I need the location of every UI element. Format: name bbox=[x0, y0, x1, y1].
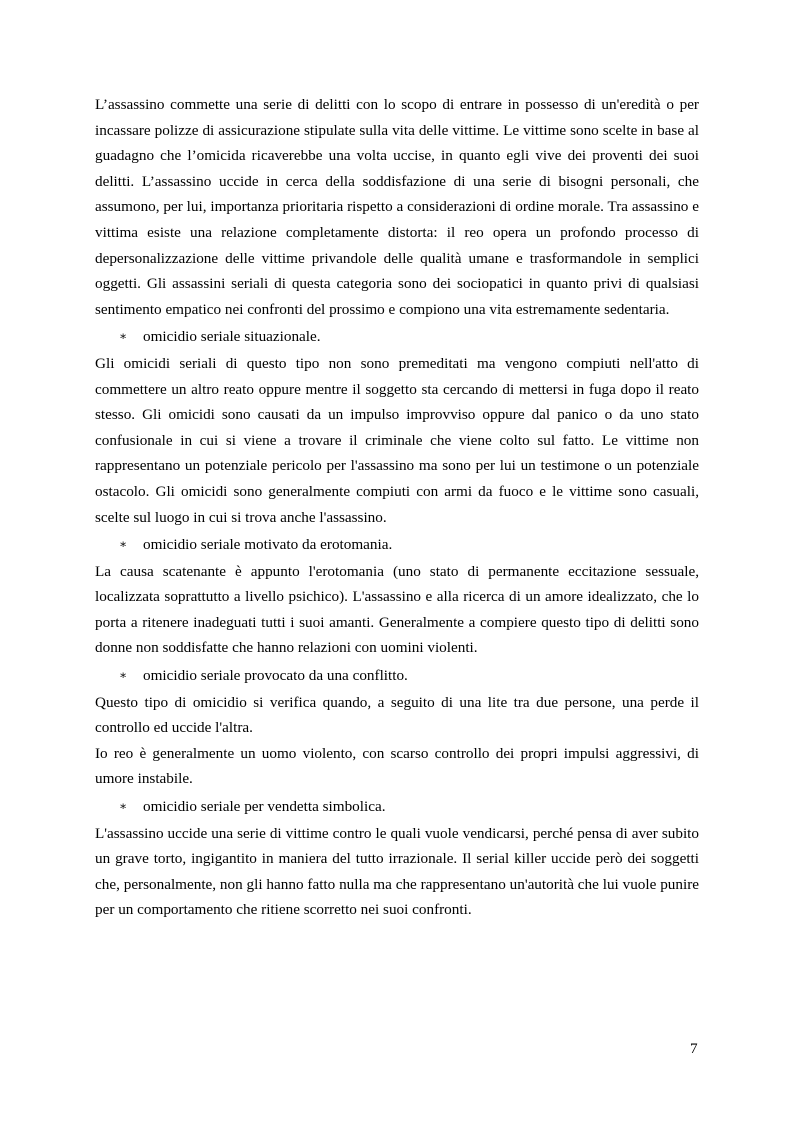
bullet-text: omicidio seriale per vendetta simbolica. bbox=[143, 798, 386, 816]
bullet-item bbox=[95, 794, 699, 820]
asterisk-bullet-icon: ∗ bbox=[119, 537, 128, 552]
bullet-item bbox=[95, 663, 699, 689]
paragraph: Gli omicidi seriali di questo tipo non sono premeditati ma vengono compiuti nell'atto di commettere un altro reato oppure mentre il soggetto sta cercando di mettersi in fuga dopo il reato stesso. Gli omicidi sono causati da un impulso improvviso oppure dal panico o da uno stato confusionale in cui si viene a trovare il criminale che viene colto sul fatto. Le vittime non rappresentano un potenziale pericolo per l'assassino ma sono per lui un testimone o un potenziale ostacolo. Gli omicidi sono generalmente compiuti con armi da fuoco e le vittime sono casuali, scelte sul luogo in cui si trova anche l'assassino. bbox=[95, 354, 699, 526]
bullet-item bbox=[95, 324, 699, 350]
asterisk-bullet-icon: ∗ bbox=[119, 329, 128, 344]
bullet-text: omicidio seriale provocato da una conflitto. bbox=[143, 667, 408, 685]
bullet-item bbox=[95, 532, 699, 558]
paragraph: L’assassino commette una serie di delitti con lo scopo di entrare in possesso di un'eredità o per incassare polizze di assicurazione stipulate sulla vita delle vittime. Le vittime sono scelte in base al guadagno che l’omicida ricaverebbe una volta uccise, in quanto egli vive dei proventi dei suoi delitti. L’assassino uccide in cerca della soddisfazione di una serie di bisogni personali, che assumono, per lui, importanza prioritaria rispetto a considerazioni di ordine morale. Tra assassino e vittima esiste una relazione completamente distorta: il reo opera un profondo processo di depersonalizzazione delle vittime privandole delle qualità umane e trasformandole in semplici oggetti. Gli assassini seriali di questa categoria sono dei sociopatici in quanto privi di qualsiasi sentimento empatico nei confronti del prossimo e compiono una vita estremamente sedentaria. bbox=[95, 96, 699, 318]
bullet-text: omicidio seriale situazionale. bbox=[143, 328, 321, 346]
bullet-text: omicidio seriale motivato da erotomania. bbox=[143, 536, 393, 554]
paragraph: Io reo è generalmente un uomo violento, con scarso controllo dei propri impulsi aggressivi, di umore instabile. bbox=[95, 744, 699, 788]
page-number: 7 bbox=[690, 1040, 698, 1057]
asterisk-bullet-icon: ∗ bbox=[119, 799, 128, 814]
paragraph: L'assassino uccide una serie di vittime contro le quali vuole vendicarsi, perché pensa di aver subito un grave torto, ingigantito in maniera del tutto irrazionale. Il serial killer uccide però dei soggetti che, personalmente, non gli hanno fatto nulla ma che rappresentano un'autorità che lui vuole punire per un comportamento che ritiene scorretto nei suoi confronti. bbox=[95, 824, 699, 919]
paragraph: Questo tipo di omicidio si verifica quando, a seguito di una lite tra due persone, una perde il controllo ed uccide l'altra. bbox=[95, 693, 699, 737]
asterisk-bullet-icon: ∗ bbox=[119, 668, 128, 683]
page-body bbox=[95, 92, 699, 923]
paragraph: La causa scatenante è appunto l'erotomania (uno stato di permanente eccitazione sessuale, localizzata soprattutto a livello psichico). L'assassino e alla ricerca di un amore idealizzato, che lo porta a ritenere inadeguati tutti i suoi amanti. Generalmente a compiere questo tipo di delitti sono donne non soddisfatte che hanno relazioni con uomini violenti. bbox=[95, 562, 699, 657]
